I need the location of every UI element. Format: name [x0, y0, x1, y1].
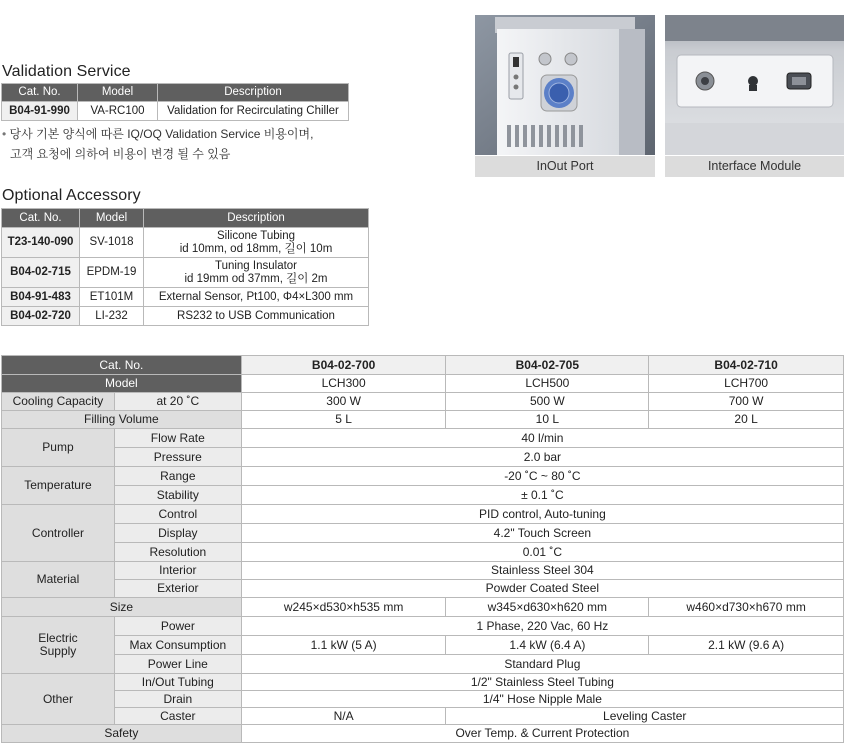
- filling-volume-700: 20 L: [649, 411, 844, 429]
- pump-label: Pump: [2, 429, 115, 467]
- table-row: [2, 228, 369, 258]
- validation-model: VA-RC100: [78, 102, 158, 121]
- resolution-label: Resolution: [114, 543, 241, 562]
- accessory-model: LI-232: [80, 307, 144, 326]
- power-value: 1 Phase, 220 Vac, 60 Hz: [241, 617, 843, 636]
- spec-cat-no-700: B04-02-710: [649, 356, 844, 375]
- validation-table: [1, 83, 349, 121]
- control-value: PID control, Auto-tuning: [241, 505, 843, 524]
- spec-model-500: LCH500: [446, 375, 649, 393]
- accessory-description-line2: id 19mm od 37mm, 길이 2m: [184, 272, 328, 285]
- spec-cat-no-500: B04-02-705: [446, 356, 649, 375]
- accessory-description: [144, 258, 369, 288]
- accessory-cat-no: B04-02-715: [2, 258, 80, 288]
- accessory-table: [1, 208, 369, 326]
- range-label: Range: [114, 467, 241, 486]
- cooling-capacity-500: 500 W: [446, 393, 649, 411]
- control-label: Control: [114, 505, 241, 524]
- cooling-capacity-300: 300 W: [241, 393, 446, 411]
- inout-tubing-value: 1/2" Stainless Steel Tubing: [241, 674, 843, 691]
- controller-label: Controller: [2, 505, 115, 562]
- stability-label: Stability: [114, 486, 241, 505]
- validation-header-model: Model: [78, 84, 158, 102]
- inout-tubing-label: In/Out Tubing: [114, 674, 241, 691]
- cooling-capacity-700: 700 W: [649, 393, 844, 411]
- validation-header-description: Description: [158, 84, 349, 102]
- filling-volume-300: 5 L: [241, 411, 446, 429]
- table-row: [2, 307, 369, 326]
- spec-model-700: LCH700: [649, 375, 844, 393]
- filling-volume-500: 10 L: [446, 411, 649, 429]
- max-consumption-label: Max Consumption: [114, 636, 241, 655]
- pressure-label: Pressure: [114, 448, 241, 467]
- flow-rate-value: 40 l/min: [241, 429, 843, 448]
- drain-value: 1/4" Hose Nipple Male: [241, 691, 843, 708]
- specification-table: [1, 355, 844, 743]
- cooling-capacity-condition: at 20 ˚C: [114, 393, 241, 411]
- accessory-description-line1: Tuning Insulator: [214, 259, 298, 272]
- accessory-model: SV-1018: [80, 228, 144, 258]
- size-300: w245×d530×h535 mm: [241, 598, 446, 617]
- filling-volume-label: Filling Volume: [2, 411, 242, 429]
- spec-header-cat-no: Cat. No.: [2, 356, 242, 375]
- other-label: Other: [2, 674, 115, 725]
- inout-port-photo: [475, 15, 655, 155]
- cooling-capacity-label: Cooling Capacity: [2, 393, 115, 411]
- max-consumption-300: 1.1 kW (5 A): [241, 636, 446, 655]
- range-value: -20 ˚C ~ 80 ˚C: [241, 467, 843, 486]
- display-value: 4.2" Touch Screen: [241, 524, 843, 543]
- accessory-description: RS232 to USB Communication: [144, 307, 369, 326]
- accessory-header-description: Description: [144, 209, 369, 228]
- safety-label: Safety: [2, 725, 242, 743]
- validation-note-line2: 고객 요청에 의하여 비용이 변경 될 수 있음: [10, 147, 231, 161]
- validation-service-title: Validation Service: [2, 63, 131, 80]
- caster-300: N/A: [241, 708, 446, 725]
- resolution-value: 0.01 ˚C: [241, 543, 843, 562]
- accessory-cat-no: B04-02-720: [2, 307, 80, 326]
- table-row: [2, 258, 369, 288]
- power-line-value: Standard Plug: [241, 655, 843, 674]
- interface-module-icon: [665, 15, 844, 155]
- optional-accessory-title: Optional Accessory: [2, 187, 141, 204]
- validation-cat-no: B04-91-990: [2, 102, 78, 121]
- caster-500-700: Leveling Caster: [446, 708, 844, 725]
- max-consumption-700: 2.1 kW (9.6 A): [649, 636, 844, 655]
- electric-supply-label-line1: Electric: [38, 631, 78, 645]
- table-row: [2, 288, 369, 307]
- electric-supply-label: [2, 617, 115, 674]
- spec-cat-no-300: B04-02-700: [241, 356, 446, 375]
- size-label: Size: [2, 598, 242, 617]
- validation-note-line1: 당사 기본 양식에 따른 IQ/OQ Validation Service 비용이며,: [9, 127, 314, 141]
- exterior-value: Powder Coated Steel: [241, 580, 843, 598]
- accessory-cat-no: T23-140-090: [2, 228, 80, 258]
- size-700: w460×d730×h670 mm: [649, 598, 844, 617]
- chiller-unit-icon: [475, 15, 655, 155]
- power-line-label: Power Line: [114, 655, 241, 674]
- max-consumption-500: 1.4 kW (6.4 A): [446, 636, 649, 655]
- validation-header-cat: Cat. No.: [2, 84, 78, 102]
- validation-description: Validation for Recirculating Chiller: [158, 102, 349, 121]
- material-label: Material: [2, 562, 115, 598]
- interior-label: Interior: [114, 562, 241, 580]
- interface-module-caption: Interface Module: [665, 156, 844, 177]
- accessory-header-cat: Cat. No.: [2, 209, 80, 228]
- accessory-description-line1: Silicone Tubing: [217, 229, 295, 242]
- interior-value: Stainless Steel 304: [241, 562, 843, 580]
- accessory-header-model: Model: [80, 209, 144, 228]
- accessory-description-line2: id 10mm, od 18mm, 길이 10m: [179, 242, 333, 255]
- drain-label: Drain: [114, 691, 241, 708]
- exterior-label: Exterior: [114, 580, 241, 598]
- accessory-description: External Sensor, Pt100, Φ4×L300 mm: [144, 288, 369, 307]
- spec-header-model: Model: [2, 375, 242, 393]
- power-label: Power: [114, 617, 241, 636]
- temperature-label: Temperature: [2, 467, 115, 505]
- interface-module-photo: [665, 15, 844, 155]
- safety-value: Over Temp. & Current Protection: [241, 725, 843, 743]
- stability-value: ± 0.1 ˚C: [241, 486, 843, 505]
- pressure-value: 2.0 bar: [241, 448, 843, 467]
- display-label: Display: [114, 524, 241, 543]
- caster-label: Caster: [114, 708, 241, 725]
- flow-rate-label: Flow Rate: [114, 429, 241, 448]
- note-bullet: •: [2, 127, 7, 141]
- accessory-cat-no: B04-91-483: [2, 288, 80, 307]
- accessory-model: EPDM-19: [80, 258, 144, 288]
- size-500: w345×d630×h620 mm: [446, 598, 649, 617]
- accessory-description: [144, 228, 369, 258]
- inout-port-caption: InOut Port: [475, 156, 655, 177]
- electric-supply-label-line2: Supply: [39, 644, 77, 658]
- accessory-model: ET101M: [80, 288, 144, 307]
- spec-model-300: LCH300: [241, 375, 446, 393]
- validation-note: [2, 124, 313, 164]
